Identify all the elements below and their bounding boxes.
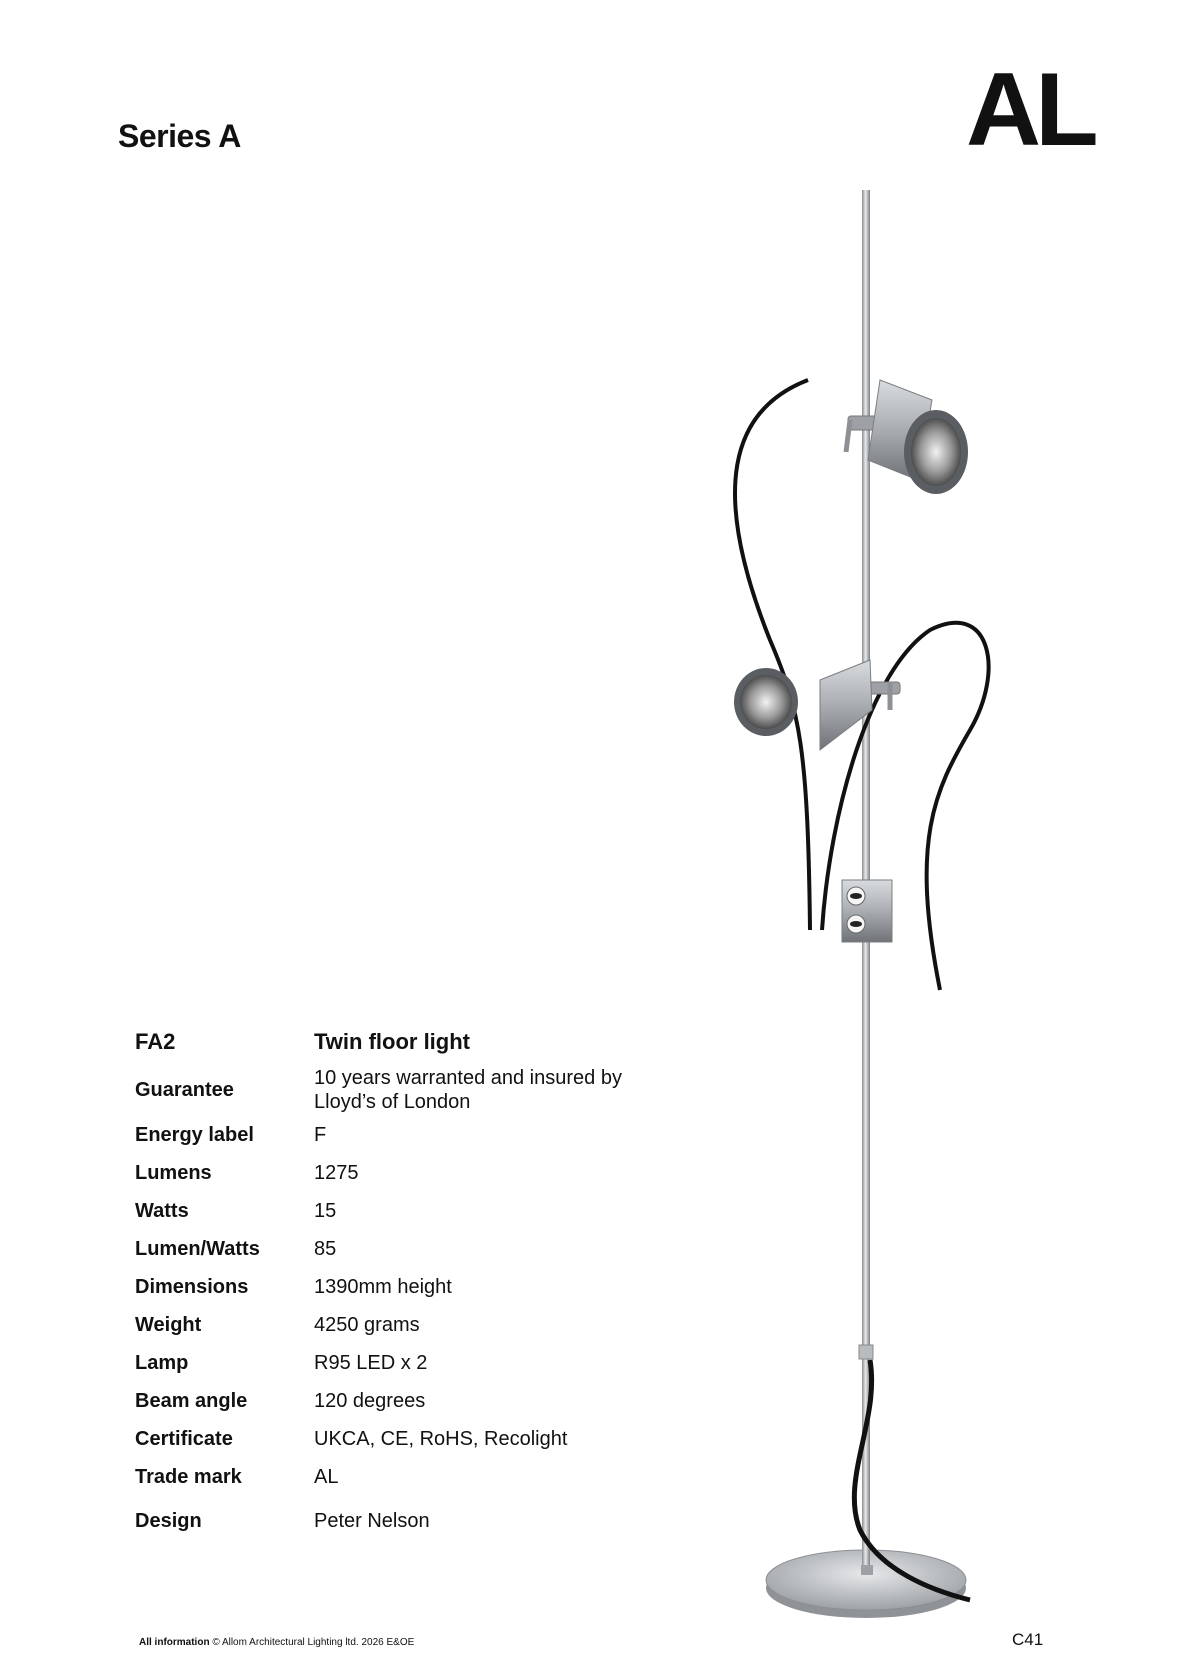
floor-lamp-image — [730, 190, 1030, 1630]
spec-label: Weight — [135, 1313, 202, 1336]
spec-row — [135, 1230, 655, 1268]
spec-label: Design — [135, 1509, 202, 1532]
brand-logo: AL — [966, 52, 1093, 168]
spec-header-row — [135, 1020, 655, 1064]
spec-value: R95 LED x 2 — [314, 1351, 428, 1374]
series-title: Series A — [118, 118, 241, 154]
spec-label: Lamp — [135, 1351, 189, 1374]
spec-label: Trade mark — [135, 1465, 242, 1488]
spec-row — [135, 1192, 655, 1230]
spec-value: F — [314, 1123, 327, 1146]
spec-label: Certificate — [135, 1427, 233, 1450]
spec-label: Lumen/Watts — [135, 1237, 260, 1260]
spec-table — [135, 1020, 655, 1546]
spec-row — [135, 1116, 655, 1154]
spec-row — [135, 1382, 655, 1420]
spec-value: UKCA, CE, RoHS, Recolight — [314, 1427, 568, 1450]
spec-value: 15 — [314, 1199, 337, 1222]
spec-value: 85 — [314, 1237, 337, 1260]
spec-row — [135, 1420, 655, 1458]
spec-label: Dimensions — [135, 1275, 249, 1298]
spec-value: 1275 — [314, 1161, 359, 1184]
spec-value: 120 degrees — [314, 1389, 426, 1412]
spec-label: Beam angle — [135, 1389, 248, 1412]
spec-row — [135, 1064, 655, 1116]
pole-foot — [861, 1565, 873, 1575]
spec-value: 4250 grams — [314, 1313, 420, 1336]
switch-box — [842, 880, 892, 942]
spec-row — [135, 1268, 655, 1306]
spec-value: AL — [314, 1465, 339, 1488]
pole-joint — [859, 1345, 873, 1359]
spec-label: Energy label — [135, 1123, 254, 1146]
spec-value: 1390mm height — [314, 1275, 452, 1298]
upper-cable — [735, 380, 810, 930]
spec-row — [135, 1496, 655, 1546]
page-number: C41 — [1012, 1630, 1044, 1649]
spec-row — [135, 1344, 655, 1382]
spec-row — [135, 1306, 655, 1344]
spec-value: Peter Nelson — [314, 1509, 430, 1532]
product-code: FA2 — [135, 1029, 176, 1054]
footer-text: © Allom Architectural Lighting ltd. 2026 E&OE — [212, 1637, 415, 1648]
footer-copyright — [139, 1637, 414, 1648]
product-name: Twin floor light — [314, 1029, 470, 1054]
spec-label: Lumens — [135, 1161, 212, 1184]
footer-label: All information — [139, 1637, 210, 1648]
spec-label: Guarantee — [135, 1079, 234, 1101]
spec-row — [135, 1458, 655, 1496]
spec-value: 10 years warranted and insured by Lloyd’s of London — [314, 1067, 622, 1113]
spec-label: Watts — [135, 1199, 189, 1222]
spec-row — [135, 1154, 655, 1192]
